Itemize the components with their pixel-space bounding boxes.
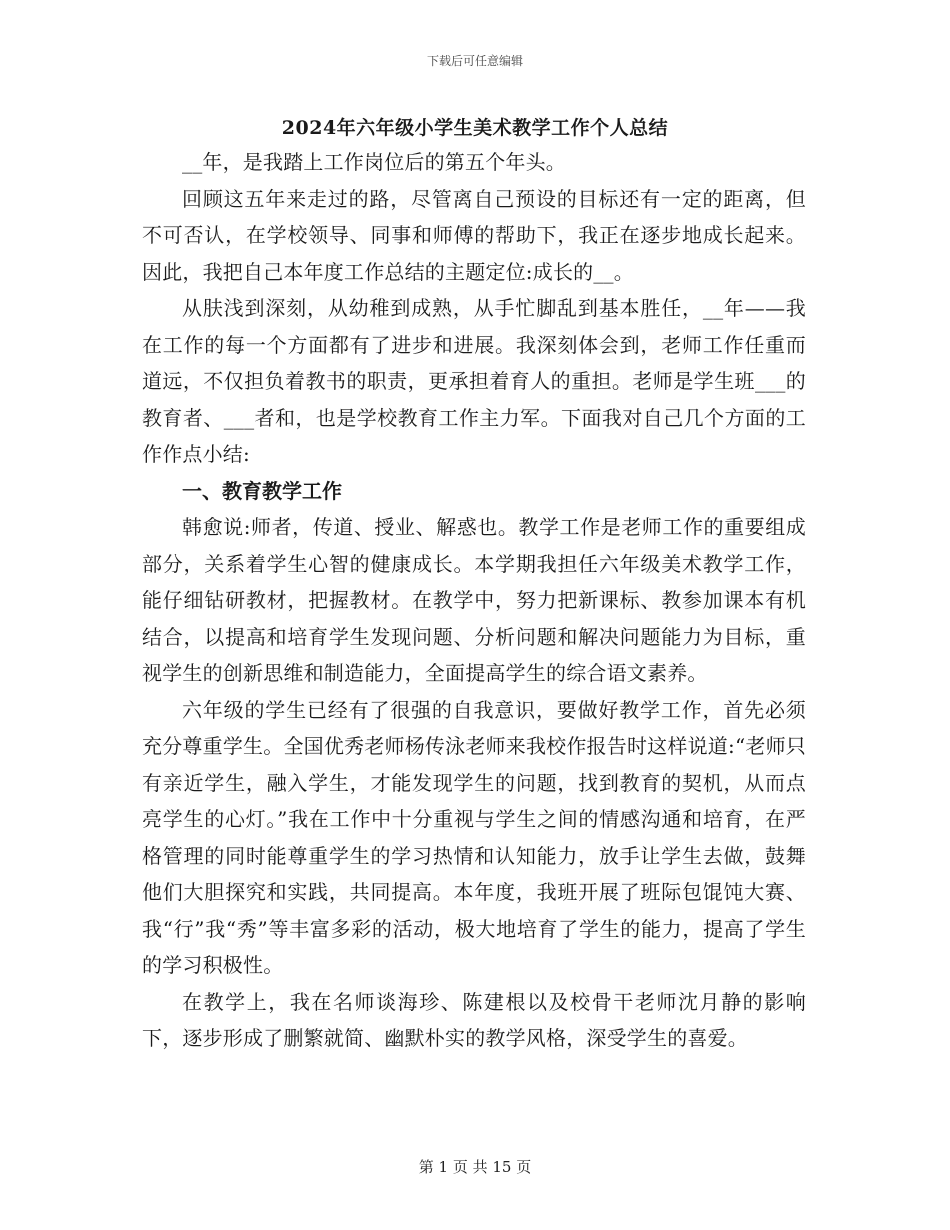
page-header-note: 下载后可任意编辑 bbox=[426, 54, 523, 68]
paragraph-growth: 从肤浅到深刻，从幼稚到成熟，从手忙脚乱到基本胜任，__年——我在工作的每一个方面都有了进步和进展。我深刻体会到，老师工作任重而道远，不仅担负着教书的职责，更承担着育人的重担。老师是学生班___的教育者、___者和，也是学校教育工作主力军。下面我对自己几个方面的工作作点小结: bbox=[142, 296, 806, 466]
paragraph-teaching-role: 韩愈说:师者，传道、授业、解惑也。教学工作是老师工作的重要组成部分，关系着学生心智的健康成长。本学期我担任六年级美术教学工作，能仔细钻研教材，把握教材。在教学中，努力把新课标、教参加课本有机结合，以提高和培育学生发现问题、分析问题和解决问题能力为目标，重视学生的创新思维和制造能力，全面提高学生的综合语文素养。 bbox=[142, 515, 806, 685]
section-heading-teaching: 一、教育教学工作 bbox=[182, 478, 342, 503]
paragraph-teaching-style: 在教学上，我在名师谈海珍、陈建根以及校骨干老师沈月静的影响下，逐步形成了删繁就简、幽默朴实的教学风格，深受学生的喜爱。 bbox=[142, 989, 806, 1050]
document-title: 2024年六年级小学生美术教学工作个人总结 bbox=[281, 117, 669, 139]
paragraph-review: 回顾这五年来走过的路，尽管离自己预设的目标还有一定的距离，但不可否认，在学校领导、同事和师傅的帮助下，我正在逐步地成长起来。因此，我把自己本年度工作总结的主题定位:成长的__。 bbox=[142, 186, 806, 284]
paragraph-respect-students: 六年级的学生已经有了很强的自我意识，要做好教学工作，首先必须充分尊重学生。全国优秀老师杨传泳老师来我校作报告时这样说道:“老师只有亲近学生，融入学生，才能发现学生的问题，找到教育的契机，从而点亮学生的心灯。”我在工作中十分重视与学生之间的情感沟通和培育，在严格管理的同时能尊重学生的学习热情和认知能力，放手让学生去做，鼓舞他们大胆探究和实践，共同提高。本年度，我班开展了班际包馄饨大赛、我“行”我“秀”等丰富多彩的活动，极大地培育了学生的能力，提高了学生的学习积极性。 bbox=[142, 697, 806, 977]
page-number: 第 1 页 共 15 页 bbox=[418, 1158, 532, 1176]
document-body bbox=[142, 144, 806, 1057]
paragraph-intro: __年，是我踏上工作岗位后的第五个年头。 bbox=[182, 150, 566, 174]
